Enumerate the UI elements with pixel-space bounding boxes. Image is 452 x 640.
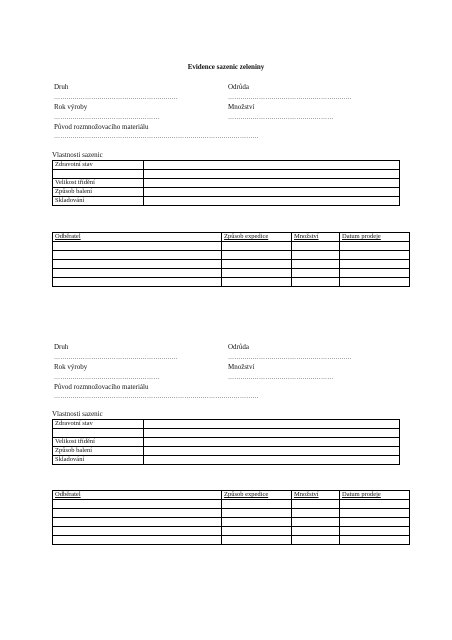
cell[interactable]	[292, 518, 340, 527]
col-datum-prodeje: Datum prodeje	[340, 233, 410, 242]
buyers-table	[52, 490, 410, 545]
col-datum-prodeje: Datum prodeje	[340, 491, 410, 500]
form-title: Evidence sazenic zeleniny	[187, 63, 265, 71]
label-rok-vyroby: Rok výroby	[54, 363, 88, 371]
property-value[interactable]	[144, 429, 400, 438]
cell[interactable]	[340, 509, 410, 518]
label-odruda: Odrůda	[228, 83, 249, 91]
cell[interactable]	[222, 500, 292, 509]
cell[interactable]	[53, 509, 222, 518]
druh-field[interactable]: ……………………………………………………	[54, 355, 178, 361]
cell[interactable]	[53, 527, 222, 536]
table-row	[53, 438, 400, 447]
puvod-field[interactable]: ………………………………………………………………………………………	[54, 134, 259, 140]
col-zpusob-expedice: Způsob expedice	[222, 491, 292, 500]
col-mnozstvi: Množství	[292, 491, 340, 500]
table-row	[53, 536, 410, 545]
property-label: Zdravotní stav	[53, 161, 144, 170]
cell[interactable]	[53, 518, 222, 527]
table-header-row	[53, 491, 410, 500]
table-row	[53, 456, 400, 465]
cell[interactable]	[222, 536, 292, 545]
property-label: Způsob balení	[53, 447, 144, 456]
label-vlastnosti: Vlastnosti sazenic	[52, 151, 103, 159]
table-row	[53, 509, 410, 518]
property-label	[53, 429, 144, 438]
property-label: Velikost třídění	[53, 179, 144, 188]
label-mnozstvi: Množství	[228, 103, 255, 111]
rok-vyroby-field[interactable]: ……………………………………………	[54, 375, 160, 381]
label-vlastnosti: Vlastnosti sazenic	[52, 410, 103, 418]
mnozstvi-field[interactable]: ……………………………………………	[228, 115, 334, 121]
label-puvod: Původ rozmnožovacího materiálu	[54, 383, 149, 391]
odruda-field[interactable]: ……………………………………………………	[228, 95, 352, 101]
table-row	[53, 500, 410, 509]
property-label: Velikost třídění	[53, 438, 144, 447]
cell[interactable]	[222, 527, 292, 536]
druh-field[interactable]: ……………………………………………………	[54, 95, 178, 101]
col-zpusob-expedice: Způsob expedice	[222, 233, 292, 242]
property-label: Způsob balení	[53, 188, 144, 197]
cell[interactable]	[340, 527, 410, 536]
label-druh: Druh	[54, 83, 69, 91]
odruda-field[interactable]: ……………………………………………………	[228, 355, 352, 361]
cell[interactable]	[340, 500, 410, 509]
property-label: Zdravotní stav	[53, 420, 144, 429]
cell[interactable]	[340, 518, 410, 527]
cell[interactable]	[53, 500, 222, 509]
rok-vyroby-field[interactable]: ……………………………………………	[54, 115, 160, 121]
table-row	[53, 447, 400, 456]
col-odberatel: Odběratel	[53, 491, 222, 500]
col-odberatel: Odběratel	[53, 233, 222, 242]
property-value[interactable]	[144, 456, 400, 465]
cell[interactable]	[53, 536, 222, 545]
property-label: Skladování	[53, 456, 144, 465]
col-mnozstvi: Množství	[292, 233, 340, 242]
puvod-field[interactable]: ………………………………………………………………………………………	[54, 394, 259, 400]
cell[interactable]	[292, 500, 340, 509]
cell[interactable]	[222, 518, 292, 527]
label-puvod: Původ rozmnožovacího materiálu	[54, 123, 149, 131]
table-row	[53, 429, 400, 438]
label-druh: Druh	[54, 343, 69, 351]
cell[interactable]	[292, 536, 340, 545]
label-odruda: Odrůda	[228, 343, 249, 351]
cell[interactable]	[292, 509, 340, 518]
table-row	[53, 420, 400, 429]
cell[interactable]	[340, 536, 410, 545]
property-value[interactable]	[144, 438, 400, 447]
label-rok-vyroby: Rok výroby	[54, 103, 88, 111]
property-value[interactable]	[144, 447, 400, 456]
properties-table	[52, 419, 400, 465]
table-row	[53, 527, 410, 536]
label-mnozstvi: Množství	[228, 363, 255, 371]
cell[interactable]	[222, 509, 292, 518]
table-row	[53, 518, 410, 527]
mnozstvi-field[interactable]: ……………………………………………	[228, 375, 334, 381]
cell[interactable]	[292, 527, 340, 536]
property-value[interactable]	[144, 420, 400, 429]
property-label: Skladování	[53, 197, 144, 206]
